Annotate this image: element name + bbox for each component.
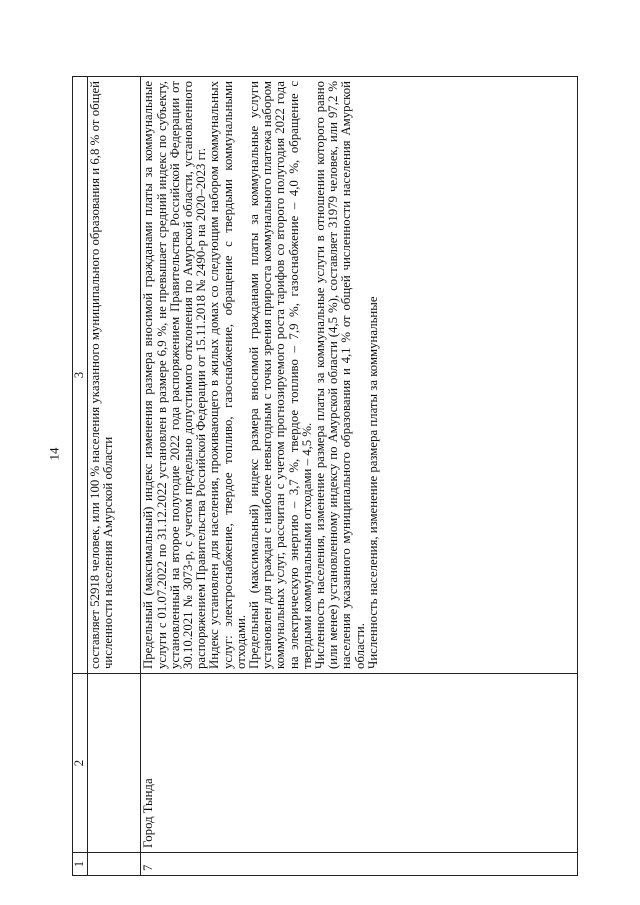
column-header-3: 3: [73, 77, 88, 674]
column-header-2: 2: [73, 674, 88, 853]
tariff-index-table: [72, 76, 578, 876]
table-row: [141, 77, 578, 876]
paragraph: Численность населения, изменение размера платы за коммунальные: [365, 296, 380, 669]
row-number: 7: [141, 853, 578, 876]
table-header-row: [73, 77, 88, 876]
municipality-name: [88, 674, 141, 853]
page-number: 14: [46, 447, 62, 461]
paragraph: Индекс установлен для населения, проживающего в жилых домах со следующим набором коммунальных услуг: электроснабжение, твердое топливо, газоснабжение, обращение с твердыми коммунальными отходами.: [207, 81, 248, 669]
municipality-name: Город Тында: [141, 674, 578, 853]
row-description: [88, 77, 141, 674]
paragraph: Предельный (максимальный) индекс размера вносимой гражданами платы за коммунальные услуги установлен для граждан с наиболее невыгодным с точки зрения прироста коммунального платежа набором коммунальных услуг, рассчитан с учетом прогнозируемого роста тарифов со второго полугодия 2022 года на электрическую энергию – 3,7 %, твердое топливо – 7,9 %, газоснабжение – 4,0 %, обращение с твердыми коммунальными отходами – 4,5 %.: [246, 81, 314, 669]
paragraph: Численность населения, изменение размера платы за коммунальные услуги в отношении которого равно (или менее) установленному индексу по Амурской области (4,5 %), составляет 31979 человек, или 97,2 % населения указанного муниципального образования и 4,1 % от общей численности населения Амурской области.: [312, 81, 367, 669]
table-row: [88, 77, 141, 876]
column-header-1: 1: [73, 853, 88, 876]
paragraph: составляет 52918 человек, или 100 % населения указанного муниципального образования и 6,8 % от общей численности населения Амурской области: [88, 81, 116, 669]
row-number: [88, 853, 141, 876]
row-description: [141, 77, 578, 674]
paragraph: Предельный (максимальный) индекс изменения размера вносимой гражданами платы за коммунальные услуги с 01.07.2022 по 31.12.2022 установлен в размере 6,9 %, не превышает средний индекс по субъекту, установленный на второе полугодие 2022 года распоряжением Правительства Российской Федерации от 30.10.2021 № 3073-р, с учетом предельно допустимого отклонения по Амурской области, установленного распоряжением Правительства Российской Федерации от 15.11.2018 № 2490-р на 2020–2023 гг.: [141, 81, 209, 669]
